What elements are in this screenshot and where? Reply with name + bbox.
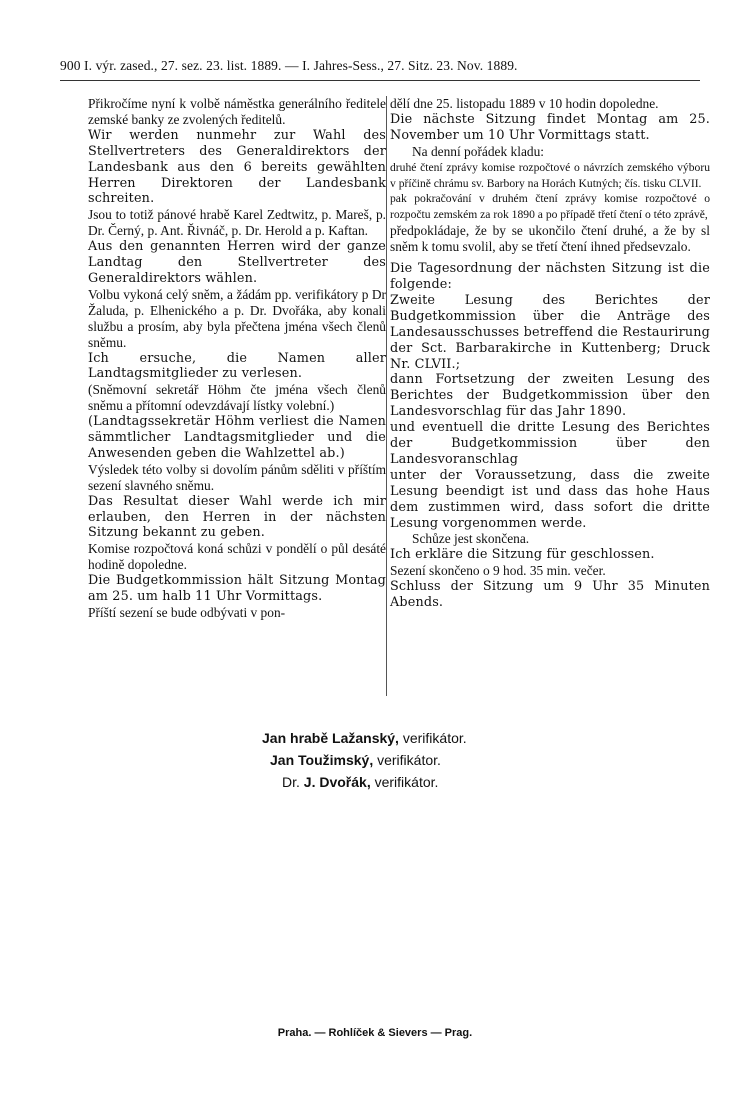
signature-line	[262, 730, 467, 746]
paragraph: dělí dne 25. listopadu 1889 v 10 hodin dopoledne.	[390, 96, 659, 111]
paragraph: Schůze jest skončena.	[412, 531, 530, 547]
paragraph: Komise rozpočtová koná schůzi v pondělí o půl desáté hodině dopoledne.	[88, 541, 386, 573]
paragraph: druhé čtení zprávy komise rozpočtové o návrzích zemského výboru v příčině chrámu sv. Barbory na Horách Kutných; čís. tisku CLVII.	[390, 160, 710, 190]
header-dash: —	[284, 58, 299, 73]
paragraph: Schluss der Sitzung um 9 Uhr 35 Minuten Abends.	[390, 579, 710, 611]
paragraph: Zweite Lesung des Berichtes der Budgetkommission über die Anträge des Landesausschusses betreffend die Restaurirung der Sct. Barbarakirche in Kuttenberg; Druck Nr. CLVII.;	[390, 292, 710, 372]
paragraph: pak pokračování v druhém čtení zprávy komise rozpočtové o rozpočtu zemském za rok 1890 a po případě třetí čtení o této zprávě,	[390, 192, 710, 222]
signatory-name: J. Dvořák,	[303, 774, 371, 790]
paragraph: dann Fortsetzung der zweiten Lesung des Berichtes der Budgetkommission über den Landesvorschlag für das Jahr 1890.	[390, 372, 710, 420]
signatory-prefix: Dr.	[282, 774, 304, 790]
paragraph: Na denní pořádek kladu:	[412, 143, 545, 159]
paragraph: Die nächste Sitzung findet Montag am 25. November um 10 Uhr Vormittags statt.	[390, 111, 710, 143]
paragraph: Volbu vykoná celý sněm, a žádám pp. verifikátory p Dr Žaluda, p. Elhenického a p. Dr. Dvořáka, aby konali službu a prosím, aby byla přečtena jména všech členů sněmu.	[88, 286, 386, 350]
paragraph: Ich erkläre die Sitzung für geschlossen.	[390, 547, 655, 563]
paragraph: Sezení skončeno o 9 hod. 35 min. večer.	[390, 563, 606, 579]
paragraph: Wir werden nunmehr zur Wahl des Stellvertreters des Generaldirektors der Landesbank aus den 6 bereits gewählten Herren Direktoren der Landesbank schreiten.	[88, 127, 386, 207]
paragraph: (Sněmovní sekretář Höhm čte jména všech členů sněmu a přítomní odevzdávají lístky volební.)	[88, 382, 386, 414]
paragraph: Přikročíme nyní k volbě náměstka generálního ředitele zemské banky ze zvolených ředitelů.	[88, 96, 386, 127]
paragraph: (Landtagssekretär Höhm verliest die Namen sämmtlicher Landtagsmitglieder und die Anwesenden geben die Wahlzettel ab.)	[88, 414, 386, 461]
signatory-role: verifikátor.	[370, 774, 439, 790]
paragraph: Die Tagesordnung der nächsten Sitzung ist die folgende:	[390, 261, 710, 292]
paragraph: Příští sezení se bude odbývati v pon-	[88, 605, 286, 620]
signatory-role: verifikátor.	[398, 730, 467, 746]
paragraph: Das Resultat dieser Wahl werde ich mir erlauben, den Herren in der nächsten Sitzung bekannt zu geben.	[88, 493, 386, 541]
left-column	[88, 96, 386, 621]
signatory-name: Jan Toužimský,	[270, 752, 374, 768]
signature-line	[270, 752, 441, 768]
paragraph: předpokládaje, že by se ukončilo čtení druhé, a že by sl sněm k tomu svolil, aby se třetí čtení ihned předsevzalo.	[390, 223, 710, 255]
printer-imprint: Praha. — Rohlíček & Sievers — Prag.	[277, 1027, 473, 1039]
signatory-name: Jan hrabě Lažanský,	[262, 730, 399, 746]
header-german: I. Jahres-Sess., 27. Sitz. 23. Nov. 1889.	[302, 58, 518, 73]
right-column	[390, 96, 710, 611]
header-czech: 900 I. výr. zased., 27. sez. 23. list. 1889.	[60, 58, 282, 73]
paragraph: Jsou to totiž pánové hrabě Karel Zedtwitz, p. Mareš, p. Dr. Černý, p. Ant. Řivnáč, p. Dr. Herold a p. Kaftan.	[88, 207, 386, 239]
paragraph: Ich ersuche, die Namen aller Landtagsmitglieder zu verlesen.	[88, 350, 386, 382]
paragraph: und eventuell die dritte Lesung des Berichtes der Budgetkommission über den Landesvoranschlag	[390, 420, 710, 467]
paragraph: unter der Voraussetzung, dass die zweite Lesung beendigt ist und dass das hohe Haus dem zustimmen wird, dass sofort die dritte Lesung vorgenommen werde.	[390, 467, 710, 531]
running-header	[60, 58, 700, 74]
paragraph: Výsledek této volby si dovolím pánům sděliti v příštím sezení slavného sněmu.	[88, 461, 386, 493]
paragraph: Aus den genannten Herren wird der ganze Landtag den Stellvertreter des Generaldirektors wählen.	[88, 239, 386, 286]
header-rule	[60, 80, 700, 81]
paragraph: Die Budgetkommission hält Sitzung Montag am 25. um halb 11 Uhr Vormittags.	[88, 573, 386, 605]
signature-line	[282, 774, 438, 790]
column-divider	[386, 96, 387, 696]
signatory-role: verifikátor.	[373, 752, 441, 768]
